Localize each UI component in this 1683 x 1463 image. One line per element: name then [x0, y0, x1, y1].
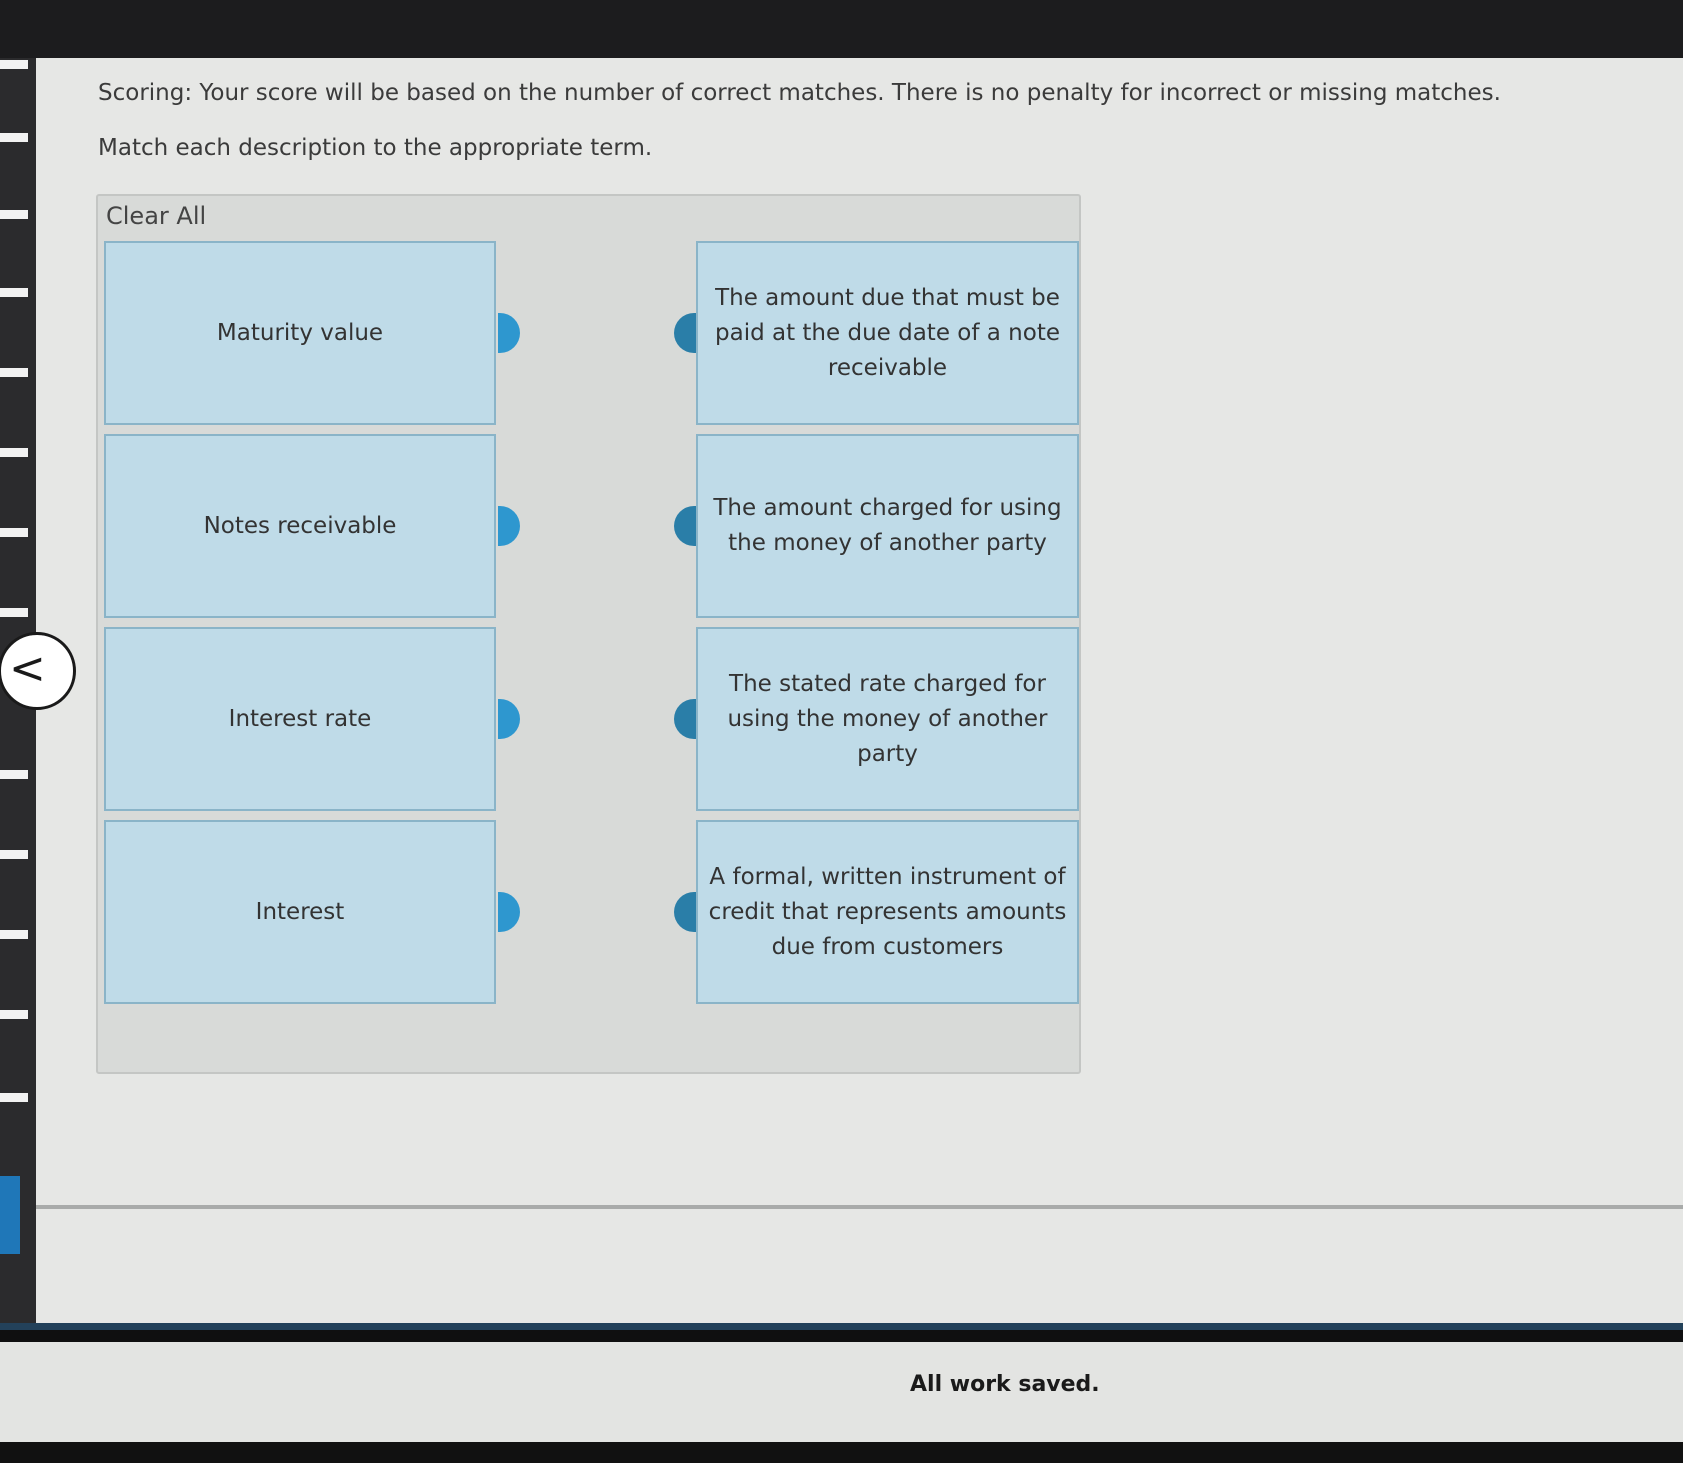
back-button[interactable] [0, 632, 76, 710]
rail-tick [0, 850, 28, 859]
rail-tick [0, 608, 28, 617]
rail-tick [0, 133, 28, 142]
description-connector-handle[interactable] [674, 892, 696, 932]
term-card[interactable] [104, 434, 496, 618]
bezel [0, 1442, 1683, 1463]
instruction-text: Match each description to the appropriate term. [98, 135, 653, 161]
term-connector-handle[interactable] [498, 313, 520, 353]
description-card[interactable] [696, 627, 1079, 811]
term-connector-handle[interactable] [498, 699, 520, 739]
scoring-text: Scoring: Your score will be based on the number of correct matches. There is no penalty for incorrect or missing matches. [98, 80, 1501, 106]
rail-tick [0, 368, 28, 377]
rail-accent [0, 1176, 20, 1254]
rail-tick [0, 60, 28, 69]
term-card[interactable] [104, 241, 496, 425]
rail-tick [0, 1010, 28, 1019]
rail-tick [0, 1093, 28, 1102]
footer [0, 1342, 1683, 1442]
rail-tick [0, 528, 28, 537]
description-text: The amount due that must be paid at the due date of a note receivable [715, 284, 1060, 381]
term-label: Interest [255, 898, 345, 925]
rail-tick [0, 930, 28, 939]
rail-tick [0, 770, 28, 779]
description-connector-handle[interactable] [674, 313, 696, 353]
description-text: The amount charged for using the money of another party [713, 495, 1062, 556]
term-card[interactable] [104, 820, 496, 1004]
footer-accent [0, 1323, 1683, 1330]
description-text: A formal, written instrument of credit that represents amounts due from customers [708, 863, 1067, 960]
term-label: Interest rate [228, 705, 372, 732]
screen [0, 58, 1683, 1333]
term-connector-handle[interactable] [498, 892, 520, 932]
footer-bar [0, 1330, 1683, 1342]
description-card[interactable] [696, 241, 1079, 425]
rail-tick [0, 210, 28, 219]
divider [36, 1205, 1683, 1209]
term-connector-handle[interactable] [498, 506, 520, 546]
clear-all-button[interactable]: Clear All [106, 202, 207, 230]
save-status: All work saved. [910, 1372, 1100, 1397]
description-connector-handle[interactable] [674, 699, 696, 739]
term-label: Notes receivable [203, 512, 397, 539]
rail-tick [0, 448, 28, 457]
description-card[interactable] [696, 434, 1079, 618]
rail-tick [0, 288, 28, 297]
chevron-left-icon: < [9, 643, 46, 694]
matching-panel [96, 194, 1081, 1074]
description-connector-handle[interactable] [674, 506, 696, 546]
description-text: The stated rate charged for using the money of another party [727, 670, 1048, 767]
term-card[interactable] [104, 627, 496, 811]
description-card[interactable] [696, 820, 1079, 1004]
term-label: Maturity value [216, 319, 384, 346]
